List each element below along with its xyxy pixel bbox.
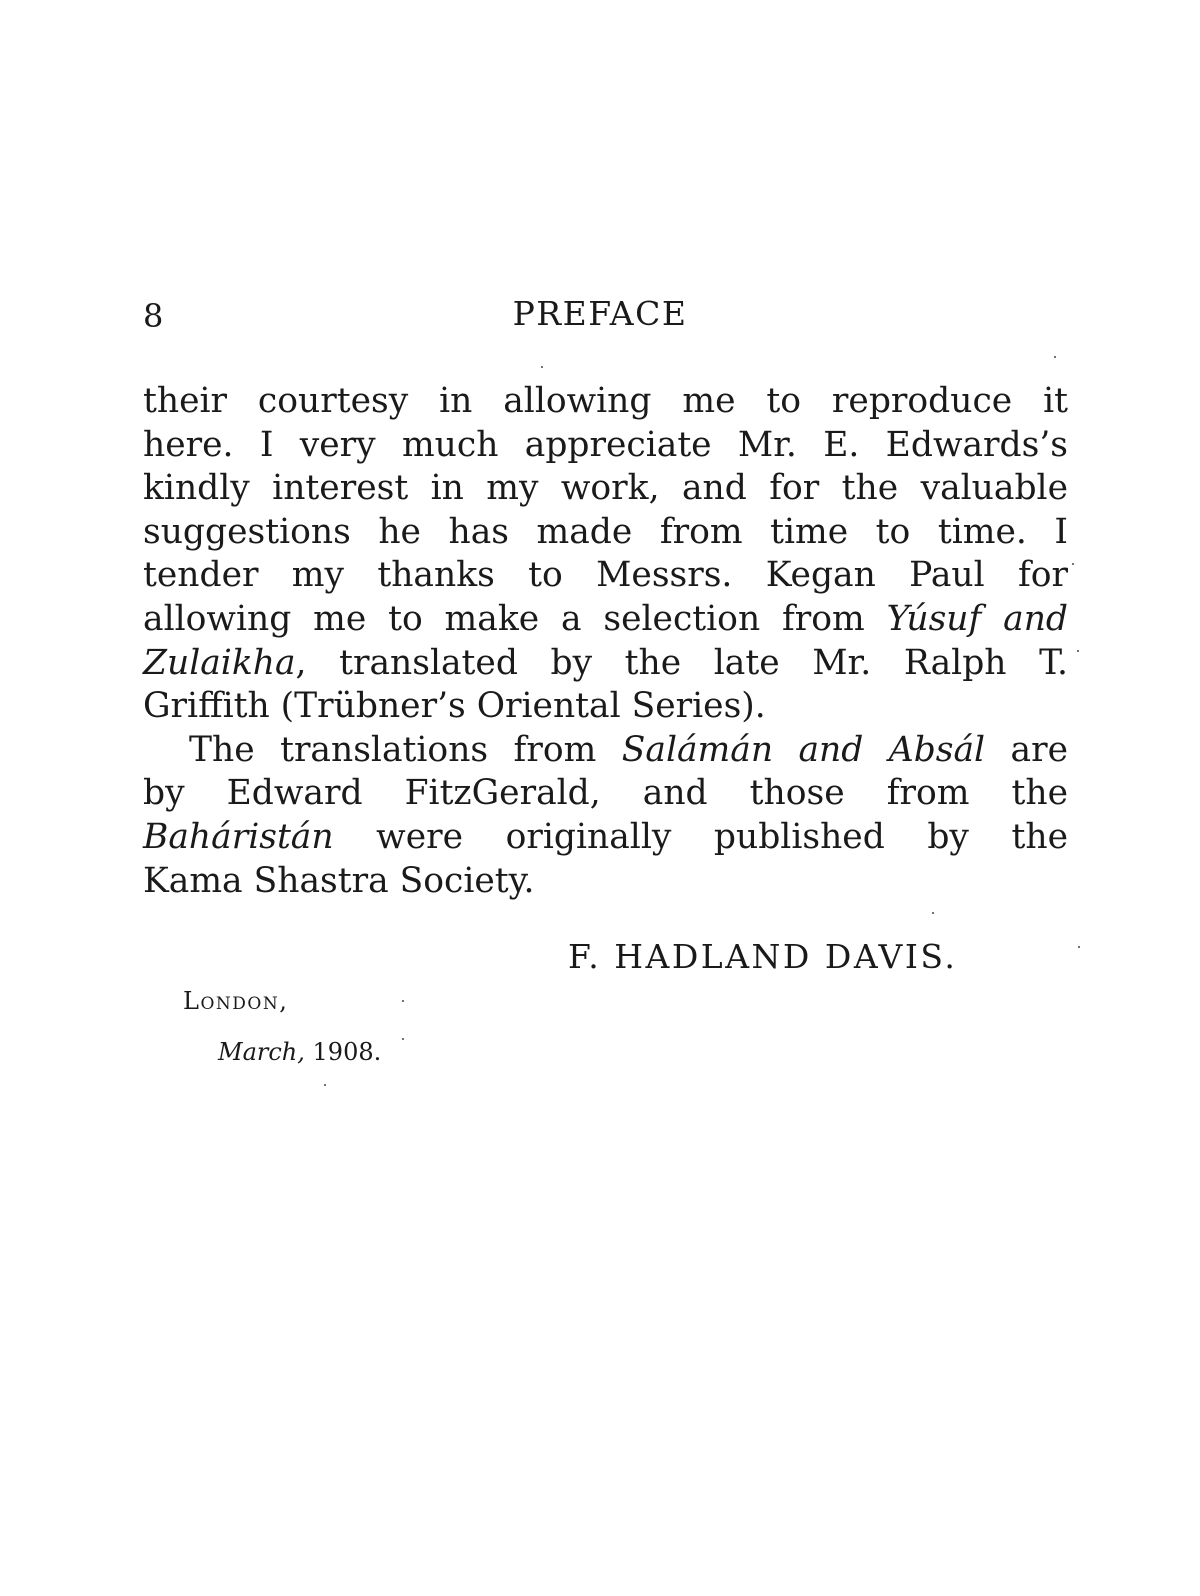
scan-speck xyxy=(932,912,934,914)
book-title-yusuf: Yúsuf and xyxy=(886,598,1069,639)
text-line: Baháristán were originally published by the xyxy=(143,816,1068,857)
scan-speck xyxy=(1078,946,1080,948)
text-line: their courtesy in allowing me to reproduce it xyxy=(143,381,1068,421)
book-title-salaman: Salámán and Absál xyxy=(621,729,986,770)
date-year: 1908. xyxy=(312,1038,382,1066)
text-line: kindly interest in my work, and for the valuable xyxy=(143,468,1068,509)
text-line: suggestions he has made from time to time. I xyxy=(143,511,1068,552)
text-line: Kama Shastra Society. xyxy=(143,860,535,901)
scan-speck xyxy=(1054,356,1056,358)
text-line: allowing me to make a selection from Yúsuf and xyxy=(143,598,1069,639)
author-signature: F. HADLAND DAVIS. xyxy=(568,937,958,976)
scan-speck xyxy=(324,1084,326,1086)
text-line: tender my thanks to Messrs. Kegan Paul for xyxy=(143,555,1068,596)
text-line: by Edward FitzGerald, and those from the xyxy=(143,773,1068,814)
scan-speck xyxy=(402,1038,404,1040)
book-title-zulaikha: Zulaikha xyxy=(143,642,296,683)
text-line: The translations from Salámán and Absál are xyxy=(189,729,1069,770)
date-month: March, xyxy=(218,1038,305,1066)
text-line: Zulaikha, translated by the late Mr. Ralph T. xyxy=(143,642,1068,683)
text-line: here. I very much appreciate Mr. E. Edwards’s xyxy=(143,424,1068,465)
scan-speck xyxy=(1077,650,1079,652)
running-head: PREFACE xyxy=(512,294,688,333)
page-number: 8 xyxy=(143,297,164,335)
preface-text xyxy=(143,380,1068,903)
scan-speck xyxy=(1072,563,1074,565)
scan-speck xyxy=(541,366,543,368)
scan-speck xyxy=(402,1000,404,1002)
text-line: Griffith (Trübner’s Oriental Series). xyxy=(143,686,766,727)
book-title-baharistan: Baháristán xyxy=(143,816,334,857)
date-line xyxy=(218,1036,381,1068)
place-line: London, xyxy=(183,987,289,1015)
